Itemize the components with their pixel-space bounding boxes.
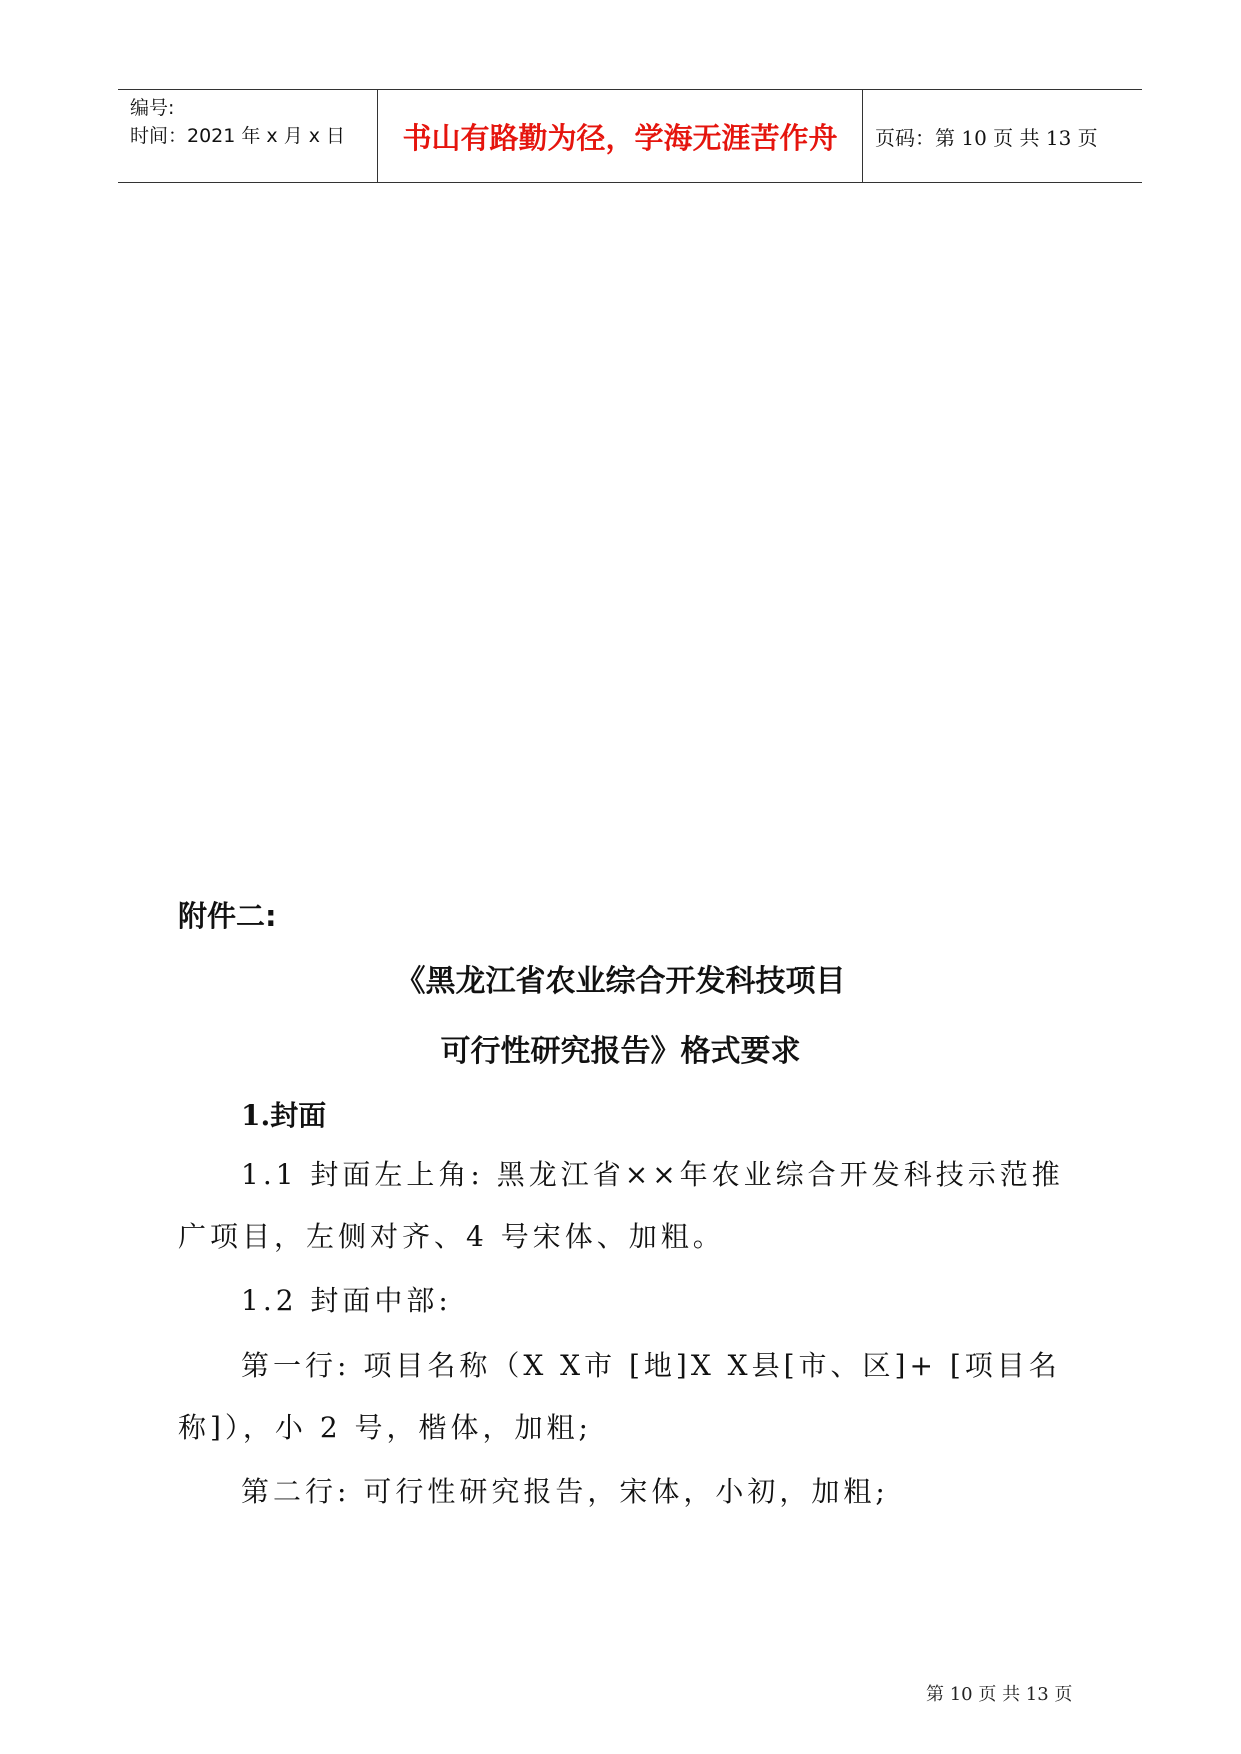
paragraph-cover-top-left: 1.1 封面左上角: 黑龙江省××年农业综合开发科技示范推广项目，左侧对齐、4 号宋体、加粗。 bbox=[178, 1158, 1064, 1253]
section-heading: 1.封面 bbox=[241, 1099, 327, 1132]
page-footer: 第 10 页 共 13 页 bbox=[926, 1684, 1073, 1705]
header-motto: 书山有路勤为径，学海无涯苦作舟 bbox=[378, 90, 863, 182]
document-title-line2: 可行性研究报告》格式要求 bbox=[440, 1034, 801, 1069]
paragraph-cover-middle: 1.2 封面中部: bbox=[241, 1284, 452, 1317]
document-header bbox=[118, 89, 1142, 183]
paragraph-second-line: 第二行: 可行性研究报告，宋体，小初，加粗; bbox=[241, 1475, 889, 1508]
attachment-label: 附件二: bbox=[178, 899, 277, 933]
header-page-info: 页码：第 10 页 共 13 页 bbox=[875, 125, 1098, 150]
document-time-label: 时间：2021 年 x 月 x 日 bbox=[130, 125, 346, 147]
document-number-label: 编号: bbox=[130, 97, 175, 119]
paragraph-first-line: 第一行: 项目名称（X X市 [地]X X县[市、区]+ [项目名称]），小 2 号，楷体，加粗; bbox=[178, 1349, 1061, 1444]
header-meta bbox=[118, 90, 378, 182]
document-title-line1: 《黑龙江省农业综合开发科技项目 bbox=[395, 964, 846, 999]
